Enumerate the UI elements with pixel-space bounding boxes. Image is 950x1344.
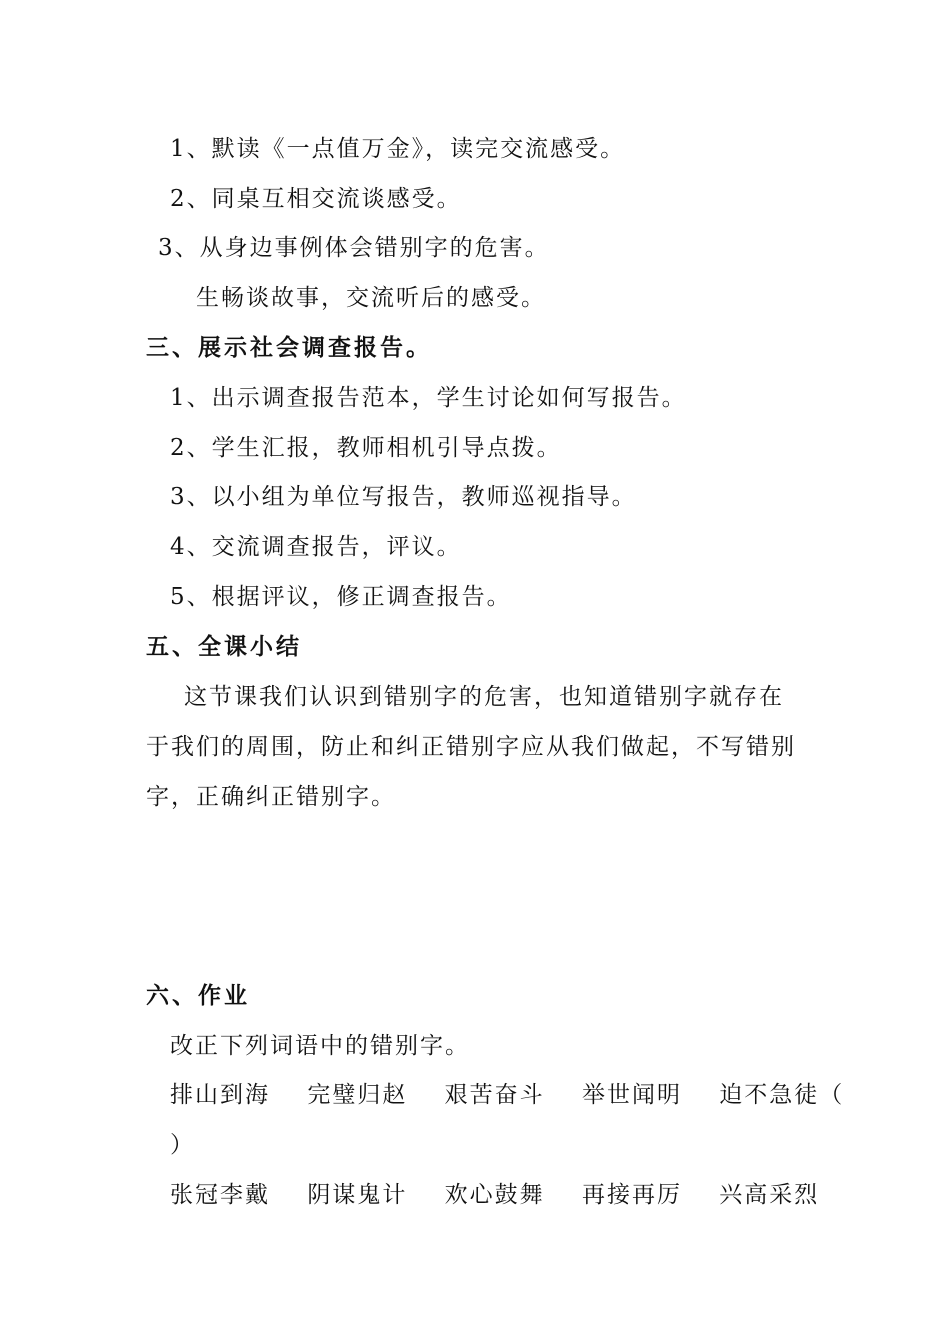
word-item: 艰苦奋斗 xyxy=(444,1082,545,1108)
word-item: 阴谋鬼计 xyxy=(307,1182,408,1208)
section-heading: 五、全课小结 xyxy=(146,634,302,660)
word-item: 迫不急徒（ xyxy=(719,1082,845,1108)
word-item: 兴高采烈 xyxy=(719,1182,820,1208)
instruction-text: 改正下列词语中的错别字。 xyxy=(170,1033,470,1059)
list-item: 2、学生汇报，教师相机引导点拨。 xyxy=(170,435,562,461)
paragraph-line: 这节课我们认识到错别字的危害，也知道错别字就存在 xyxy=(184,684,784,710)
list-item: 5、根据评议，修正调查报告。 xyxy=(170,584,512,610)
word-item: 张冠李戴 xyxy=(170,1182,270,1208)
word-row xyxy=(170,1080,844,1110)
word-item: 排山到海 xyxy=(170,1082,270,1108)
list-item: 生畅谈故事，交流听后的感受。 xyxy=(196,285,546,311)
paragraph-line: 字，正确纠正错别字。 xyxy=(146,784,396,810)
word-row xyxy=(170,1180,819,1210)
list-item: 2、同桌互相交流谈感受。 xyxy=(170,186,462,212)
word-item: 欢心鼓舞 xyxy=(444,1182,545,1208)
list-item: 3、以小组为单位写报告，教师巡视指导。 xyxy=(170,484,637,510)
paragraph-line: 于我们的周围，防止和纠正错别字应从我们做起，不写错别 xyxy=(146,734,796,760)
list-item: 1、默读《一点值万金》，读完交流感受。 xyxy=(170,136,626,162)
list-item: 1、出示调查报告范本，学生讨论如何写报告。 xyxy=(170,385,687,411)
section-heading: 三、展示社会调查报告。 xyxy=(146,335,432,361)
word-row-wrap: ） xyxy=(170,1132,195,1158)
section-heading: 六、作业 xyxy=(146,983,250,1009)
word-item: 举世闻明 xyxy=(581,1082,682,1108)
word-item: 完璧归赵 xyxy=(307,1082,408,1108)
list-item: 4、交流调查报告，评议。 xyxy=(170,534,462,560)
word-item: 再接再厉 xyxy=(581,1182,682,1208)
list-item: 3、从身边事例体会错别字的危害。 xyxy=(158,235,550,261)
